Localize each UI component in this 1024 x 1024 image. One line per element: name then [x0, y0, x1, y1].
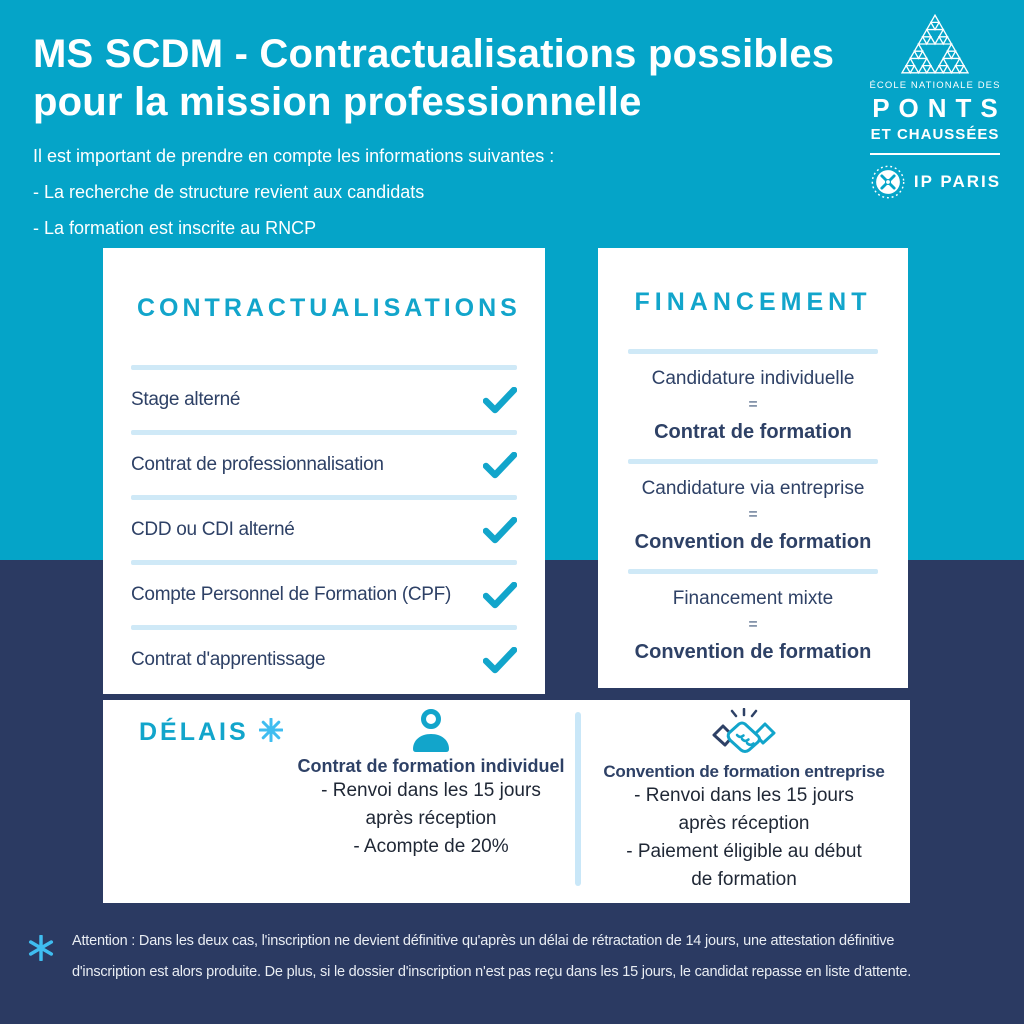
financement-case: Candidature individuelle [651, 368, 855, 389]
financement-heading: FINANCEMENT [634, 288, 872, 316]
list-item-label: Compte Personnel de Formation (CPF) [131, 584, 452, 605]
financement-group [620, 354, 886, 459]
equals-sign: = [748, 506, 758, 523]
column-line: - Renvoi dans les 15 jours [634, 785, 854, 806]
asterisk-icon [28, 935, 54, 961]
financement-case: Candidature via entreprise [641, 478, 865, 499]
checkmark-icon [483, 452, 517, 479]
financement-case: Financement mixte [672, 588, 834, 609]
checkmark-icon [483, 647, 517, 674]
footnote-line1: Attention : Dans les deux cas, l'inscription ne devient définitive qu'après un délai de rétractation de 14 jours, une attestation définitive [72, 933, 895, 949]
contractualisations-heading: CONTRACTUALISATIONS [137, 294, 521, 322]
checkmark-icon [483, 582, 517, 609]
page-title-line2: pour la mission professionnelle [33, 80, 642, 124]
delais-column-individuel [261, 706, 601, 861]
checkmark-icon [483, 517, 517, 544]
column-title: Convention de formation entreprise [603, 762, 885, 781]
handshake-icon [708, 708, 780, 760]
delais-heading-label: DÉLAIS [139, 718, 249, 746]
list-item [131, 565, 517, 625]
contractualisations-card [103, 248, 545, 694]
ip-paris-label: IP PARIS [913, 172, 1002, 191]
equals-sign: = [748, 396, 758, 413]
column-line: - Renvoi dans les 15 jours [321, 780, 541, 801]
column-line: après réception [678, 813, 810, 834]
logo-divider [870, 153, 1000, 155]
equals-sign: = [748, 616, 758, 633]
delais-column-entreprise [581, 706, 907, 894]
financement-result: Convention de formation [634, 641, 872, 663]
intro-bullet-1: - La recherche de structure revient aux candidats [33, 182, 425, 202]
financement-group [620, 574, 886, 679]
hero-section [33, 30, 863, 240]
list-item-label: Contrat de professionnalisation [131, 454, 384, 475]
page-title [33, 30, 863, 126]
attention-footnote [28, 926, 1008, 988]
checkmark-icon [483, 387, 517, 414]
ponts-triangle-icon [901, 14, 969, 74]
financement-result: Convention de formation [634, 531, 872, 553]
ip-paris-roundel-icon [869, 163, 907, 201]
column-line: de formation [691, 869, 797, 890]
list-item-label: Contrat d'apprentissage [131, 649, 326, 670]
footnote-line2: d'inscription est alors produite. De plus, si le dossier d'inscription n'est pas reçu dans les 15 jours, le candidat repasse en liste d'attente. [72, 964, 912, 980]
list-item [131, 370, 517, 430]
intro-text: Il est important de prendre en compte les informations suivantes : [33, 146, 555, 166]
financement-group [620, 464, 886, 569]
ip-paris-row [868, 163, 1002, 201]
school-name-line1: ÉCOLE NATIONALE DES [869, 80, 1001, 91]
person-icon [409, 708, 453, 754]
list-item [131, 500, 517, 560]
page-title-line1: MS SCDM - Contractualisations possibles [33, 32, 835, 76]
contractualisations-list [131, 365, 517, 690]
list-item [131, 435, 517, 495]
column-line: - Acompte de 20% [353, 836, 509, 857]
list-item-label: CDD ou CDI alterné [131, 519, 295, 540]
column-line: - Paiement éligible au début [626, 841, 862, 862]
footnote-text [72, 926, 911, 988]
column-title: Contrat de formation individuel [297, 756, 565, 776]
list-item-label: Stage alterné [131, 389, 241, 410]
financement-result: Contrat de formation [654, 421, 852, 443]
school-logo [868, 14, 1007, 201]
column-line: après réception [365, 808, 497, 829]
delais-card [103, 700, 910, 903]
school-name-line2: PONTS [872, 93, 1007, 123]
intro-bullet-2: - La formation est inscrite au RNCP [33, 218, 317, 238]
list-item [131, 630, 517, 690]
financement-card [598, 248, 908, 688]
school-name-line3: ET CHAUSSÉES [870, 126, 1000, 143]
